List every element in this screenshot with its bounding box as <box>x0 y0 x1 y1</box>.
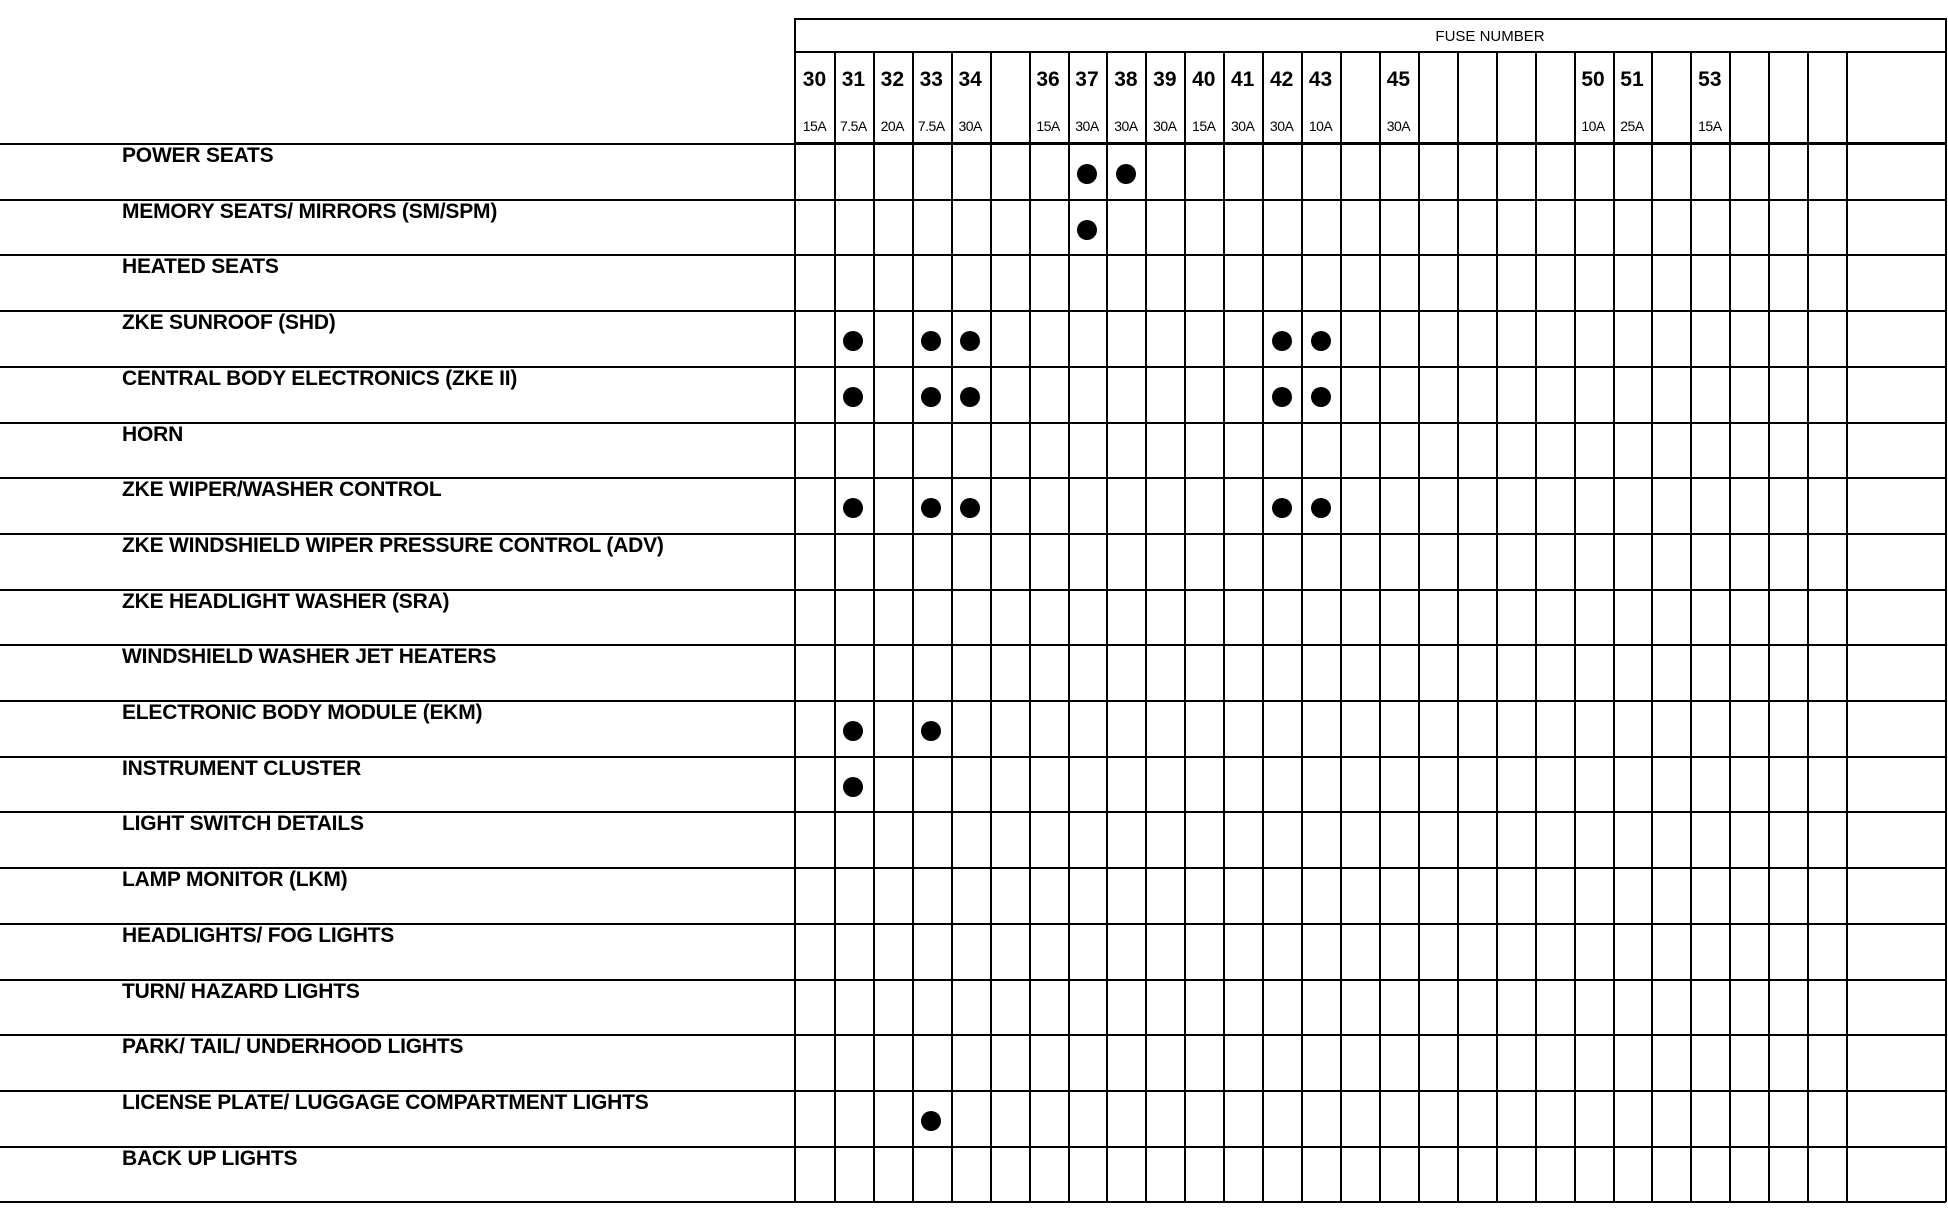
fuse-dot <box>843 721 863 741</box>
fuse-rating: 15A <box>1036 118 1060 134</box>
column-divider <box>1223 51 1225 1201</box>
column-divider <box>1262 51 1264 1201</box>
fuse-dot <box>960 331 980 351</box>
column-divider <box>1029 51 1031 1201</box>
fuse-number: 31 <box>841 68 866 91</box>
fuse-number: 39 <box>1153 68 1177 91</box>
fuse-number: 45 <box>1386 68 1411 91</box>
fuse-dot <box>1272 498 1292 518</box>
fuse-rating: 30A <box>958 118 982 134</box>
column-divider <box>1496 51 1498 1201</box>
column-divider <box>1418 51 1420 1201</box>
fuse-number: 33 <box>919 68 943 91</box>
fuse-number: 32 <box>880 68 904 91</box>
fuse-number: 51 <box>1620 68 1644 91</box>
fuse-dot <box>921 387 941 407</box>
fuse-dot <box>1272 331 1292 351</box>
column-divider <box>1846 51 1848 1201</box>
column-divider <box>1106 51 1108 1201</box>
column-divider <box>1379 51 1381 1201</box>
circuit-label: ZKE WIPER/WASHER CONTROL <box>122 478 442 502</box>
grid-border-top <box>795 18 1946 20</box>
circuit-label: BACK UP LIGHTS <box>122 1146 298 1170</box>
column-divider <box>1145 51 1147 1201</box>
circuit-label: INSTRUMENT CLUSTER <box>122 756 362 780</box>
column-divider <box>912 51 914 1201</box>
fuse-rating: 25A <box>1620 118 1644 134</box>
fuse-rating: 30A <box>1386 118 1411 134</box>
circuit-label: POWER SEATS <box>122 144 274 167</box>
column-divider <box>1457 51 1459 1201</box>
fuse-number: 34 <box>958 68 982 91</box>
fuse-rating: 15A <box>1698 118 1722 134</box>
fuse-rating: 15A <box>1192 118 1216 134</box>
fuse-number: 42 <box>1269 68 1294 91</box>
fuse-dot <box>921 1111 941 1131</box>
fuse-dot <box>921 498 941 518</box>
circuit-label: ZKE HEADLIGHT WASHER (SRA) <box>122 589 450 613</box>
column-divider <box>1729 51 1731 1201</box>
circuit-label: HORN <box>122 422 184 446</box>
fuse-number: 41 <box>1231 68 1255 91</box>
fuse-dot <box>921 331 941 351</box>
column-divider <box>873 51 875 1201</box>
fuse-rating: 30A <box>1153 118 1177 134</box>
column-divider <box>1690 51 1692 1201</box>
circuit-label: CENTRAL BODY ELECTRONICS (ZKE II) <box>122 366 518 390</box>
circuit-label: ZKE SUNROOF (SHD) <box>122 311 336 335</box>
column-divider <box>990 51 992 1201</box>
column-divider <box>834 51 836 1201</box>
circuit-label: ZKE WINDSHIELD WIPER PRESSURE CONTROL (ADV) <box>122 533 664 557</box>
row-divider <box>0 143 1946 145</box>
column-divider <box>1535 51 1537 1201</box>
fuse-rating: 10A <box>1581 118 1605 134</box>
column-divider <box>1574 51 1576 1201</box>
fuse-dot <box>1077 220 1097 240</box>
fuse-dot <box>1311 387 1331 407</box>
fuse-rating: 30A <box>1114 118 1138 134</box>
fuse-dot <box>921 721 941 741</box>
row-divider <box>0 254 1946 256</box>
circuit-label: LAMP MONITOR (LKM) <box>122 868 348 892</box>
circuit-label: WINDSHIELD WASHER JET HEATERS <box>122 645 497 669</box>
fuse-number: 43 <box>1308 68 1333 91</box>
column-divider <box>1768 51 1770 1201</box>
column-divider <box>1651 51 1653 1201</box>
fuse-number: 50 <box>1581 68 1605 91</box>
fuse-rating: 7.5A <box>917 118 945 134</box>
circuit-label: LIGHT SWITCH DETAILS <box>122 812 364 836</box>
fuse-rating: 30A <box>1075 118 1099 134</box>
fuse-dot <box>843 777 863 797</box>
grid-border-right <box>1945 18 1947 1202</box>
fuse-rating: 7.5A <box>839 118 867 134</box>
fuse-rating: 30A <box>1269 118 1294 134</box>
column-divider <box>1184 51 1186 1201</box>
circuit-label: HEATED SEATS <box>122 255 279 279</box>
column-divider <box>1807 51 1809 1201</box>
fuse-number: 30 <box>802 68 827 91</box>
fuse-dot <box>1311 498 1331 518</box>
fuse-rating: 10A <box>1308 118 1333 134</box>
fuse-dot <box>960 387 980 407</box>
circuit-label: HEADLIGHTS/ FOG LIGHTS <box>122 923 395 947</box>
fuse-dot <box>1116 164 1136 184</box>
circuit-label: PARK/ TAIL/ UNDERHOOD LIGHTS <box>122 1035 464 1059</box>
fuse-number: 37 <box>1075 68 1099 91</box>
circuit-label: TURN/ HAZARD LIGHTS <box>122 979 360 1003</box>
fuse-rating: 20A <box>880 118 905 134</box>
fuse-rating: 30A <box>1230 118 1255 134</box>
column-divider <box>951 51 953 1201</box>
fuse-number: 53 <box>1698 68 1722 91</box>
header-divider <box>795 51 1946 53</box>
fuse-dot <box>1272 387 1292 407</box>
fuse-dot <box>843 498 863 518</box>
circuit-label: LICENSE PLATE/ LUGGAGE COMPARTMENT LIGHTS <box>122 1090 649 1114</box>
fuse-rating: 15A <box>802 118 827 134</box>
fuse-number: 36 <box>1036 68 1060 91</box>
grid-border-bottom <box>0 1201 1946 1203</box>
column-divider <box>1340 51 1342 1201</box>
column-divider <box>1613 51 1615 1201</box>
fuse-dot <box>843 331 863 351</box>
fuse-dot <box>843 387 863 407</box>
fuse-dot <box>1077 164 1097 184</box>
circuit-label: ELECTRONIC BODY MODULE (EKM) <box>122 701 483 724</box>
column-divider <box>1068 51 1070 1201</box>
circuit-label: MEMORY SEATS/ MIRRORS (SM/SPM) <box>122 199 498 223</box>
fuse-dot <box>960 498 980 518</box>
fuse-dot <box>1311 331 1331 351</box>
fuse-number: 38 <box>1114 68 1138 91</box>
grid-border-left <box>794 18 796 1202</box>
column-divider <box>1301 51 1303 1201</box>
row-divider <box>0 422 1946 424</box>
fuse-number-heading: FUSE NUMBER <box>1435 28 1545 45</box>
fuse-number: 40 <box>1192 68 1216 91</box>
